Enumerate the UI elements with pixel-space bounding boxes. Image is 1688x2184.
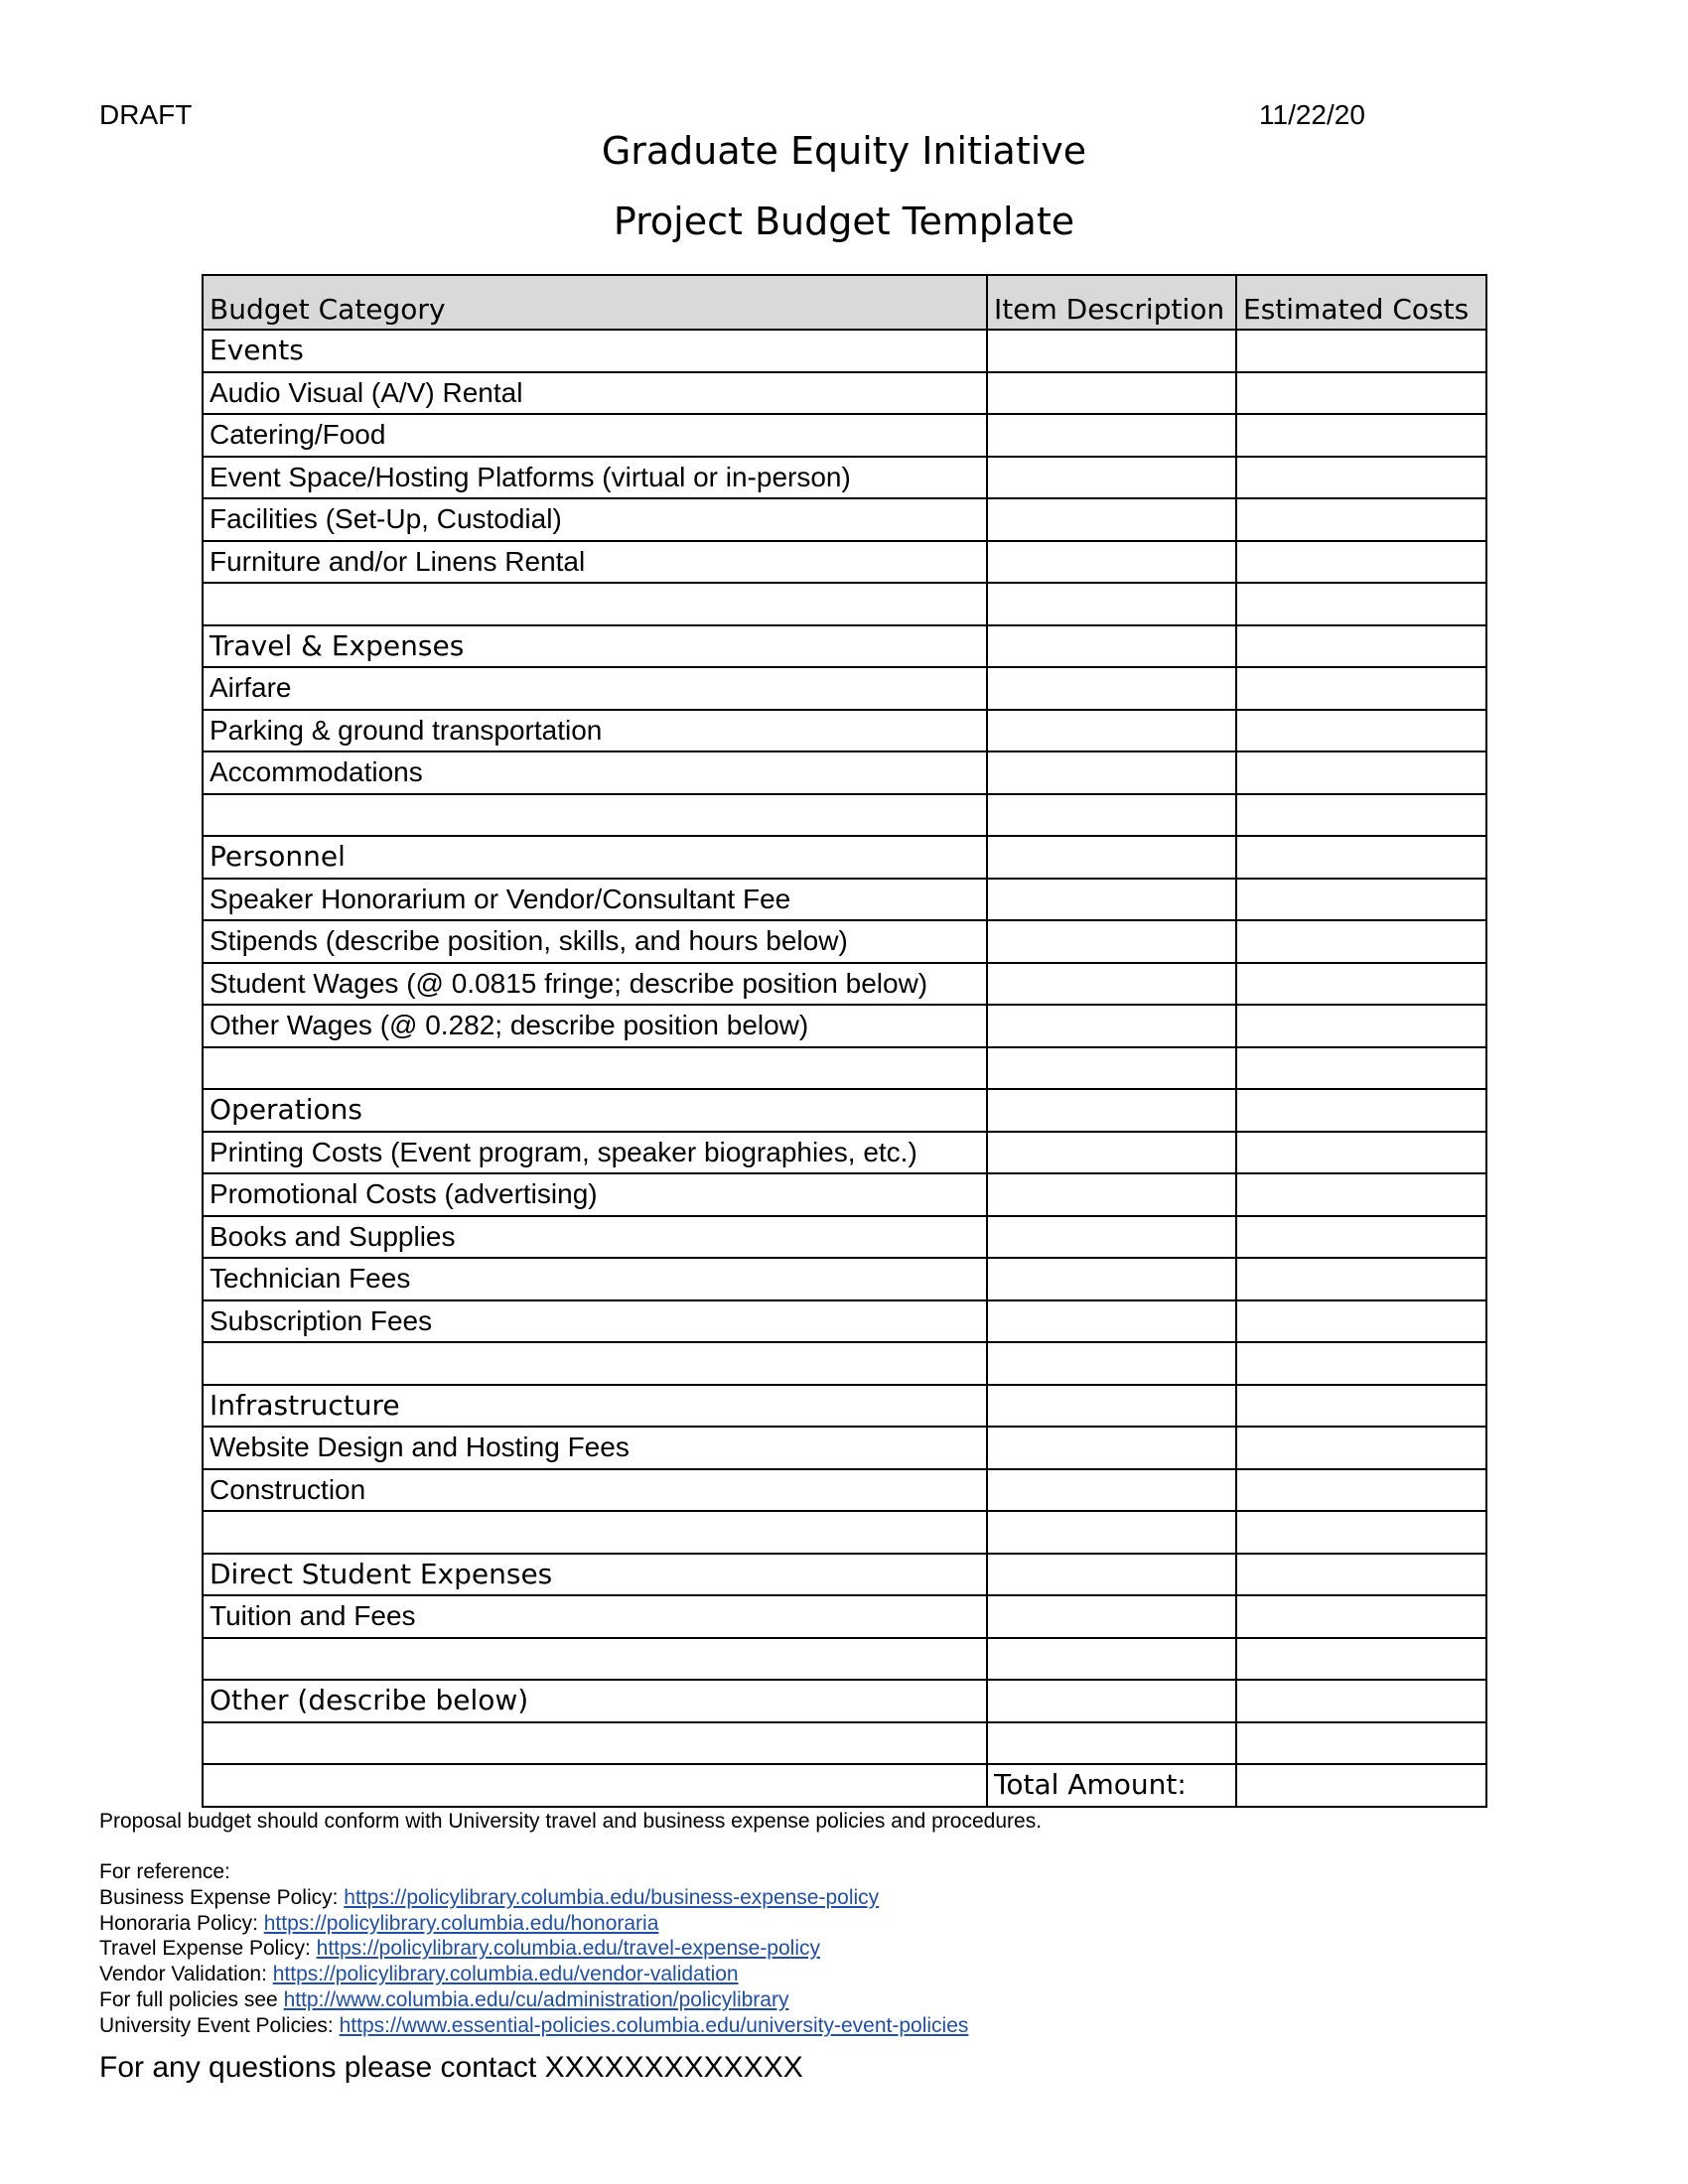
category-cell: Audio Visual (A/V) Rental xyxy=(203,372,987,415)
item-description-cell[interactable] xyxy=(987,920,1236,963)
section-label: Operations xyxy=(203,1089,987,1132)
reference-link[interactable]: https://policylibrary.columbia.edu/travel-expense-policy xyxy=(316,1937,820,1961)
estimated-cost-cell[interactable] xyxy=(1236,836,1486,879)
item-description-cell[interactable] xyxy=(987,879,1236,921)
table-row xyxy=(203,920,1486,963)
section-row xyxy=(203,836,1486,879)
category-cell: Event Space/Hosting Platforms (virtual or in-person) xyxy=(203,457,987,499)
item-description-cell[interactable] xyxy=(987,1300,1236,1343)
document-subtitle: Project Budget Template xyxy=(613,200,1075,243)
estimated-cost-cell[interactable] xyxy=(1236,1132,1486,1174)
table-row xyxy=(203,1595,1486,1638)
estimated-cost-cell[interactable] xyxy=(1236,1173,1486,1216)
category-cell xyxy=(203,1047,987,1090)
estimated-cost-cell[interactable] xyxy=(1236,1511,1486,1554)
item-description-cell[interactable] xyxy=(987,836,1236,879)
section-row xyxy=(203,330,1486,372)
estimated-cost-cell[interactable] xyxy=(1236,1089,1486,1132)
category-cell: Accommodations xyxy=(203,751,987,794)
document-date: 11/22/20 xyxy=(1259,99,1365,130)
item-description-cell[interactable] xyxy=(987,1595,1236,1638)
item-description-cell[interactable] xyxy=(987,1511,1236,1554)
item-description-cell[interactable] xyxy=(987,1132,1236,1174)
estimated-cost-cell[interactable] xyxy=(1236,1300,1486,1343)
reference-link[interactable]: https://policylibrary.columbia.edu/business-expense-policy xyxy=(344,1885,880,1909)
budget-table xyxy=(202,274,1487,1808)
estimated-cost-cell[interactable] xyxy=(1236,667,1486,710)
reference-label: University Event Policies: xyxy=(99,2013,340,2037)
table-row xyxy=(203,1216,1486,1259)
reference-line xyxy=(99,1936,968,1962)
estimated-cost-cell[interactable] xyxy=(1236,1005,1486,1047)
draft-label: DRAFT xyxy=(99,99,193,130)
category-cell: Speaker Honorarium or Vendor/Consultant Fee xyxy=(203,879,987,921)
reference-link[interactable]: https://www.essential-policies.columbia.edu/university-event-policies xyxy=(339,2013,969,2037)
section-label: Other (describe below) xyxy=(203,1680,987,1722)
item-description-cell[interactable] xyxy=(987,625,1236,668)
category-cell: Technician Fees xyxy=(203,1258,987,1300)
section-label: Events xyxy=(203,330,987,372)
table-row xyxy=(203,1258,1486,1300)
item-description-cell[interactable] xyxy=(987,1385,1236,1428)
table-row xyxy=(203,1132,1486,1174)
reference-line xyxy=(99,2013,968,2039)
estimated-cost-cell[interactable] xyxy=(1236,541,1486,584)
reference-list xyxy=(99,1859,968,2039)
table-row xyxy=(203,457,1486,499)
section-row xyxy=(203,625,1486,668)
category-cell xyxy=(203,1722,987,1765)
category-cell: Subscription Fees xyxy=(203,1300,987,1343)
category-cell: Furniture and/or Linens Rental xyxy=(203,541,987,584)
item-description-cell[interactable] xyxy=(987,1722,1236,1765)
estimated-cost-cell[interactable] xyxy=(1236,1385,1486,1428)
table-row xyxy=(203,1300,1486,1343)
item-description-cell[interactable] xyxy=(987,794,1236,837)
item-description-cell[interactable] xyxy=(987,1638,1236,1681)
reference-heading: For reference: xyxy=(99,1860,230,1883)
estimated-cost-cell[interactable] xyxy=(1236,583,1486,625)
item-description-cell[interactable] xyxy=(987,330,1236,372)
reference-link[interactable]: https://policylibrary.columbia.edu/vendor-validation xyxy=(272,1963,739,1986)
reference-label: Vendor Validation: xyxy=(99,1963,273,1986)
item-description-cell[interactable] xyxy=(987,751,1236,794)
table-row xyxy=(203,1173,1486,1216)
category-cell xyxy=(203,1511,987,1554)
category-cell xyxy=(203,794,987,837)
estimated-cost-cell[interactable] xyxy=(1236,330,1486,372)
reference-label: Travel Expense Policy: xyxy=(99,1937,317,1961)
estimated-cost-cell[interactable] xyxy=(1236,879,1486,921)
table-row xyxy=(203,1511,1486,1554)
table-row xyxy=(203,414,1486,457)
table-row xyxy=(203,710,1486,752)
section-label: Infrastructure xyxy=(203,1385,987,1428)
item-description-cell[interactable] xyxy=(987,1680,1236,1722)
estimated-cost-cell[interactable] xyxy=(1236,1427,1486,1469)
estimated-cost-cell[interactable] xyxy=(1236,1554,1486,1596)
category-cell xyxy=(203,1638,987,1681)
item-description-cell[interactable] xyxy=(987,1554,1236,1596)
estimated-cost-cell[interactable] xyxy=(1236,794,1486,837)
category-cell xyxy=(203,1342,987,1385)
total-amount-cell[interactable] xyxy=(1236,1764,1486,1807)
section-row xyxy=(203,1089,1486,1132)
reference-link[interactable]: http://www.columbia.edu/cu/administration/policylibrary xyxy=(283,1987,789,2011)
item-description-cell[interactable] xyxy=(987,1173,1236,1216)
item-description-cell[interactable] xyxy=(987,583,1236,625)
category-cell: Tuition and Fees xyxy=(203,1595,987,1638)
estimated-cost-cell[interactable] xyxy=(1236,457,1486,499)
table-row xyxy=(203,1342,1486,1385)
item-description-cell[interactable] xyxy=(987,963,1236,1006)
policy-note: Proposal budget should conform with University travel and business expense policies and procedures. xyxy=(99,1810,1043,1833)
table-row xyxy=(203,1427,1486,1469)
section-label: Travel & Expenses xyxy=(203,625,987,668)
estimated-cost-cell[interactable] xyxy=(1236,498,1486,541)
reference-line xyxy=(99,1962,968,1987)
category-cell: Airfare xyxy=(203,667,987,710)
item-description-cell[interactable] xyxy=(987,541,1236,584)
reference-line xyxy=(99,1885,968,1911)
estimated-cost-cell[interactable] xyxy=(1236,414,1486,457)
item-description-cell[interactable] xyxy=(987,498,1236,541)
table-header-row xyxy=(203,275,1486,330)
category-cell: Website Design and Hosting Fees xyxy=(203,1427,987,1469)
table-row xyxy=(203,541,1486,584)
category-cell: Books and Supplies xyxy=(203,1216,987,1259)
estimated-cost-cell[interactable] xyxy=(1236,1722,1486,1765)
table-row xyxy=(203,1047,1486,1090)
item-description-cell[interactable] xyxy=(987,1469,1236,1512)
item-description-cell[interactable] xyxy=(987,1047,1236,1090)
estimated-cost-cell[interactable] xyxy=(1236,1047,1486,1090)
table-row xyxy=(203,794,1486,837)
section-label: Direct Student Expenses xyxy=(203,1554,987,1596)
table-row xyxy=(203,963,1486,1006)
section-row xyxy=(203,1554,1486,1596)
estimated-cost-cell[interactable] xyxy=(1236,1680,1486,1722)
category-cell: Catering/Food xyxy=(203,414,987,457)
section-row xyxy=(203,1680,1486,1722)
column-header-item-description: Item Description xyxy=(987,275,1236,330)
estimated-cost-cell[interactable] xyxy=(1236,751,1486,794)
table-row xyxy=(203,583,1486,625)
table-row xyxy=(203,372,1486,415)
category-cell: Stipends (describe position, skills, and hours below) xyxy=(203,920,987,963)
estimated-cost-cell[interactable] xyxy=(1236,1258,1486,1300)
item-description-cell[interactable] xyxy=(987,1427,1236,1469)
total-amount-label: Total Amount: xyxy=(987,1764,1236,1807)
table-row xyxy=(203,498,1486,541)
reference-line xyxy=(99,1911,968,1937)
reference-label: Honoraria Policy: xyxy=(99,1911,264,1935)
reference-label: Business Expense Policy: xyxy=(99,1885,345,1909)
column-header-budget-category: Budget Category xyxy=(203,275,987,330)
table-row xyxy=(203,667,1486,710)
item-description-cell[interactable] xyxy=(987,457,1236,499)
estimated-cost-cell[interactable] xyxy=(1236,372,1486,415)
estimated-cost-cell[interactable] xyxy=(1236,1469,1486,1512)
estimated-cost-cell[interactable] xyxy=(1236,1216,1486,1259)
estimated-cost-cell[interactable] xyxy=(1236,963,1486,1006)
category-cell: Printing Costs (Event program, speaker biographies, etc.) xyxy=(203,1132,987,1174)
estimated-cost-cell[interactable] xyxy=(1236,1638,1486,1681)
category-cell: Student Wages (@ 0.0815 fringe; describe position below) xyxy=(203,963,987,1006)
table-row xyxy=(203,751,1486,794)
estimated-cost-cell[interactable] xyxy=(1236,710,1486,752)
table-row xyxy=(203,1722,1486,1765)
estimated-cost-cell[interactable] xyxy=(1236,625,1486,668)
category-cell: Facilities (Set-Up, Custodial) xyxy=(203,498,987,541)
item-description-cell[interactable] xyxy=(987,1258,1236,1300)
document-title: Graduate Equity Initiative xyxy=(601,129,1087,173)
item-description-cell[interactable] xyxy=(987,372,1236,415)
category-cell xyxy=(203,583,987,625)
section-label: Personnel xyxy=(203,836,987,879)
item-description-cell[interactable] xyxy=(987,1089,1236,1132)
item-description-cell[interactable] xyxy=(987,667,1236,710)
item-description-cell[interactable] xyxy=(987,1216,1236,1259)
estimated-cost-cell[interactable] xyxy=(1236,1342,1486,1385)
estimated-cost-cell[interactable] xyxy=(1236,920,1486,963)
column-header-estimated-costs: Estimated Costs xyxy=(1236,275,1486,330)
table-row xyxy=(203,1469,1486,1512)
table-row xyxy=(203,1638,1486,1681)
category-cell: Other Wages (@ 0.282; describe position below) xyxy=(203,1005,987,1047)
estimated-cost-cell[interactable] xyxy=(1236,1595,1486,1638)
category-cell: Parking & ground transportation xyxy=(203,710,987,752)
contact-line: For any questions please contact XXXXXXXXXXXXX xyxy=(99,2051,803,2084)
table-row xyxy=(203,1005,1486,1047)
category-cell: Promotional Costs (advertising) xyxy=(203,1173,987,1216)
item-description-cell[interactable] xyxy=(987,710,1236,752)
table-row xyxy=(203,879,1486,921)
item-description-cell[interactable] xyxy=(987,1005,1236,1047)
reference-label: For full policies see xyxy=(99,1987,284,2011)
total-row xyxy=(203,1764,1486,1807)
section-row xyxy=(203,1385,1486,1428)
total-blank-cell xyxy=(203,1764,987,1807)
reference-line xyxy=(99,1987,968,2013)
category-cell: Construction xyxy=(203,1469,987,1512)
item-description-cell[interactable] xyxy=(987,1342,1236,1385)
item-description-cell[interactable] xyxy=(987,414,1236,457)
reference-link[interactable]: https://policylibrary.columbia.edu/honoraria xyxy=(263,1911,659,1935)
